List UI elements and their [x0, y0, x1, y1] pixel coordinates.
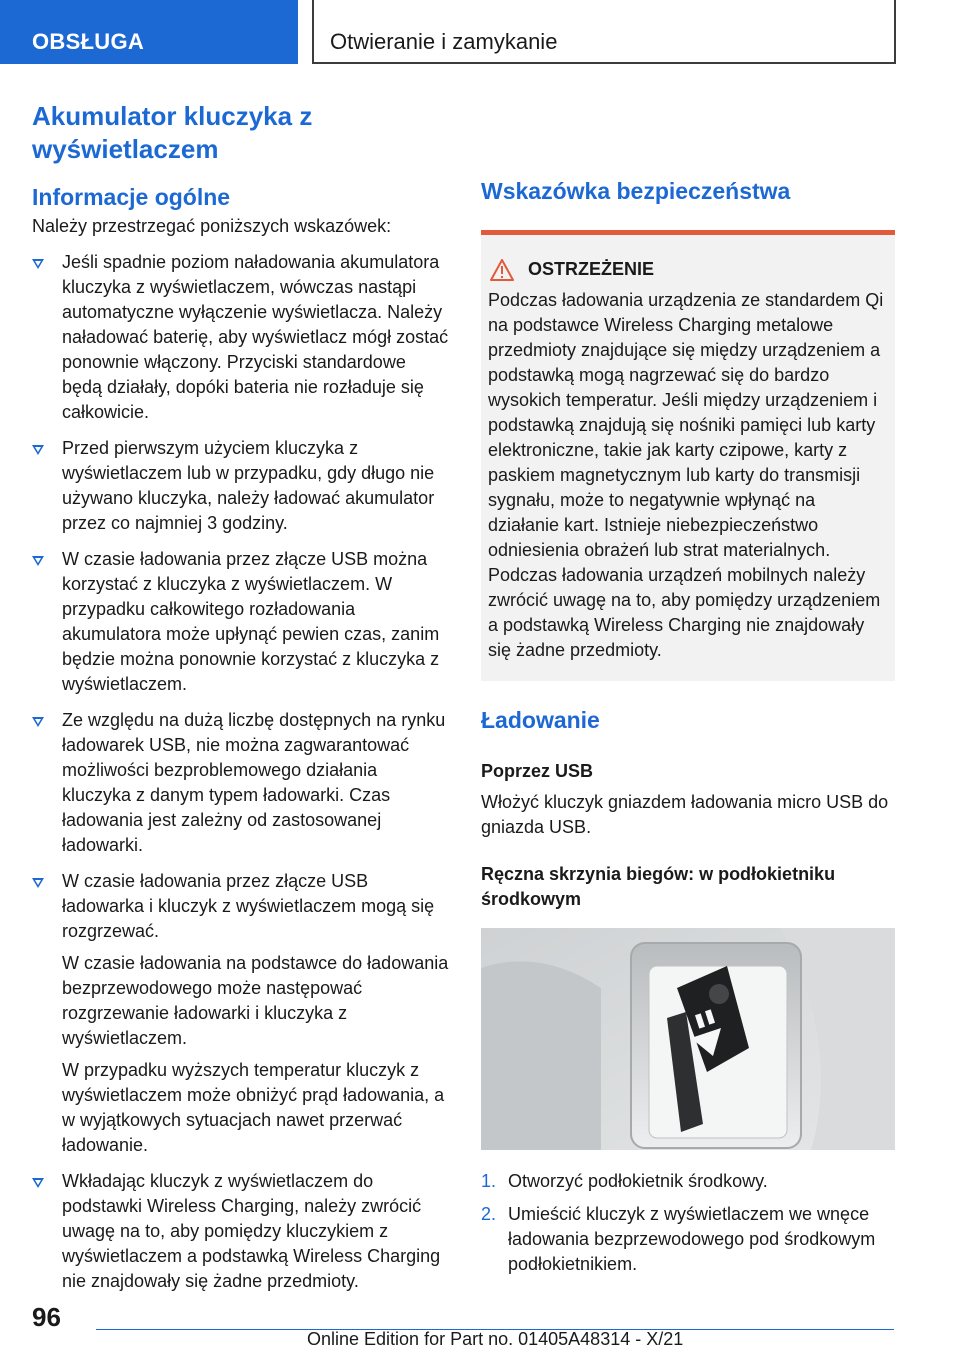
- safety-heading: Wskazówka bezpieczeństwa: [481, 178, 791, 204]
- bullet-triangle-icon: [32, 1178, 44, 1188]
- warning-triangle-icon: [490, 259, 514, 281]
- section-tab: OBSŁUGA: [0, 0, 298, 64]
- manual-gearbox-heading: Ręczna skrzynia biegów: w podłokietniku środkowym: [481, 864, 836, 909]
- bullet-triangle-icon: [32, 445, 44, 455]
- armrest-charging-photo: [481, 928, 895, 1150]
- steps-list: [481, 1169, 895, 1277]
- list-item: Przed pierwszym użyciem kluczyka z wyświetlaczem lub w przypadku, gdy długo nie używano kluczyka, należy ładować akumulator przez co najmniej 3 godziny.: [32, 436, 450, 536]
- bullet-triangle-icon: [32, 556, 44, 566]
- usb-heading: Poprzez USB: [481, 761, 594, 781]
- bullet-triangle-icon: [32, 878, 44, 888]
- warning-text: Podczas ładowania urządzenia ze standardem Qi na podstawce Wireless Charging metalowe przedmioty znajdujące się między urządzeniem a podstawką mogą nagrzewać się do bardzo wysokich temperatur. Jeśli między urządzeniem i podstawką znajdują się nośniki pamięci lub karty elektroniczne, takie jak karty czipowe, karty z paskiem magnetycznym lub karty do transmisji sygnału, może to negatywnie wpłynąć na działanie kart. Istnieje niebezpieczeństwo odniesienia obrażeń lub strat materialnych. Podczas ładowania urządzeń mobilnych należy zwrócić uwagę na to, aby pomiędzy urządzeniem a podstawką Wireless Charging nie znajdowały się żadne przedmioty.: [488, 290, 884, 660]
- bullet-triangle-icon: [32, 259, 44, 269]
- list-item: Ze względu na dużą liczbę dostępnych na rynku ładowarek USB, nie można zagwarantować możliwości bezproblemowego działania kluczyka z danym typem ładowarki. Czas ładowania jest zależny od zastosowanej ładowarki.: [32, 708, 450, 858]
- warning-title: OSTRZEŻENIE: [488, 257, 888, 282]
- left-column: [32, 100, 450, 1294]
- list-item: 1. Otworzyć podłokietnik środkowy.: [481, 1171, 768, 1191]
- list-item: Jeśli spadnie poziom naładowania akumulatora kluczyka z wyświetlaczem, wówczas nastąpi automatyczne wyłączenie wyświetlacza. Należy naładować baterię, aby wyświetlacz mógł zostać ponownie włączony. Przyciski standardowe będą działały, dopóki bateria nie rozładuje się całkowicie.: [32, 250, 450, 425]
- list-item: Wkładając kluczyk z wyświetlaczem do podstawki Wireless Charging, należy zwrócić uwagę na to, aby pomiędzy kluczykiem z wyświetlaczem a podstawką Wireless Charging nie znajdowały się żadne przedmioty.: [32, 1169, 450, 1294]
- list-item: W czasie ładowania przez złącze USB ładowarka i kluczyk z wyświetlaczem mogą się rozgrzewać. W czasie ładowania na podstawce do ładowania bezprzewodowego może następować rozgrzewanie ładowarki i kluczyka z wyświetlaczem. W przypadku wyższych temperatur kluczyk z wyświetlaczem może obniżyć prąd ładowania, a w wyjątkowych sytuacjach nawet przerwać ładowanie.: [32, 869, 450, 1158]
- intro-text: Należy przestrzegać poniższych wskazówek:: [32, 216, 392, 236]
- bullet-triangle-icon: [32, 717, 44, 727]
- notes-list: [32, 250, 450, 1294]
- subtitle-general-info: Informacje ogólne: [32, 184, 231, 210]
- page-number: 96: [32, 1302, 61, 1332]
- charging-heading: Ładowanie: [481, 707, 600, 733]
- list-item: W czasie ładowania przez złącze USB można korzystać z kluczyka z wyświetlaczem. W przypadku całkowitego rozładowania akumulatora może upłynąć pewien czas, zanim będzie można ponownie korzystać z kluczyka z wyświetlaczem.: [32, 547, 450, 697]
- usb-text: Włożyć kluczyk gniazdem ładowania micro USB do gniazda USB.: [481, 792, 889, 837]
- right-column: [481, 100, 895, 1277]
- list-item: 2. Umieścić kluczyk z wyświetlaczem we wnęce ładowania bezprzewodowego pod środkowym podłokietnikiem.: [481, 1204, 876, 1274]
- warning-box: [481, 230, 895, 681]
- edition-text: Online Edition for Part no. 01405A48314 - X/21: [307, 1329, 684, 1349]
- page-title: Akumulator kluczyka z wyświetlaczem: [32, 101, 313, 164]
- chapter-title: Otwieranie i zamykanie: [312, 0, 896, 64]
